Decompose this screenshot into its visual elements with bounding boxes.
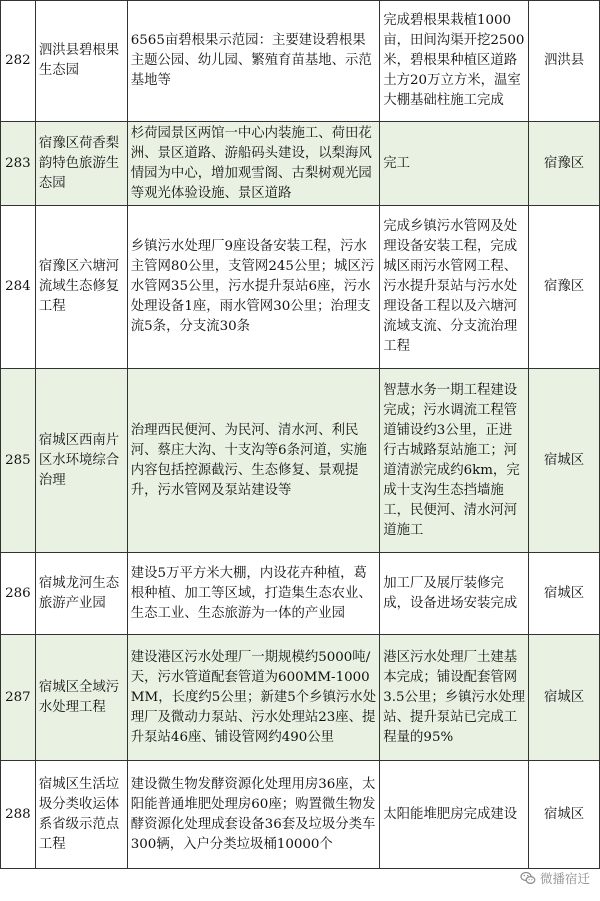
project-content: 建设港区污水处理厂一期规模约5000吨/天，污水管道配套管道为600MM-1000MM，长度约5公里；新建5个乡镇污水处理厂及微动力泵站、污水处理站23座、提升泵站46座、铺设管网约490公里: [127, 635, 379, 761]
project-progress: 港区污水处理厂土建基本完成；铺设配套管网3.5公里；乡镇污水处理站、提升泵站已完成工程量的95%: [380, 635, 529, 761]
wechat-icon: [520, 870, 536, 886]
project-region: 宿豫区: [529, 206, 600, 369]
project-name: 宿豫区荷香梨韵特色旅游生态园: [35, 122, 127, 206]
table-row: [1, 553, 600, 635]
project-region: 宿城区: [529, 635, 600, 761]
row-number: 283: [1, 122, 36, 206]
row-number: 287: [1, 635, 36, 761]
project-region: 宿城区: [529, 369, 600, 553]
watermark-text: 微播宿迁: [539, 871, 590, 886]
table-row: [1, 761, 600, 869]
project-content: 6565亩碧根果示范园：主要建设碧根果主题公园、幼儿园、繁殖育苗基地、示范基地等: [127, 1, 379, 122]
project-content: 乡镇污水处理厂9座设备安装工程，污水主管网80公里，支管网245公里；城区污水管网35公里，污水提升泵站6座，污水处理设备1座，雨水管网30公里；治理支流5条，分支流30条: [127, 206, 379, 369]
project-progress: 完成乡镇污水管网及处理设备安装工程，完成城区雨污水管网工程、污水提升泵站与污水处理设备工程以及六塘河流域支流、分支流治理工程: [380, 206, 529, 369]
project-progress: 完成碧根果栽植1000亩，田间沟渠开挖2500米，碧根果种植区道路土方20万立方米，温室大棚基础柱施工完成: [380, 1, 529, 122]
project-content: 杉荷园景区两馆一中心内装施工、荷田花洲、景区道路、游船码头建设，以梨海风情园为中心，增加观雪阁、古梨树观光园等观光体验设施、景区道路: [127, 122, 379, 206]
project-content: 建设微生物发酵资源化处理用房36座，太阳能普通堆肥处理房60座；购置微生物发酵资源化处理成套设备36套及垃圾分类车300辆，入户分类垃圾桶10000个: [127, 761, 379, 869]
project-region: 泗洪县: [529, 1, 600, 122]
project-name: 宿城龙河生态旅游产业园: [35, 553, 127, 635]
row-number: 284: [1, 206, 36, 369]
project-region: 宿城区: [529, 553, 600, 635]
project-name: 宿城区西南片区水环境综合治理: [35, 369, 127, 553]
row-number: 286: [1, 553, 36, 635]
project-progress: 完工: [380, 122, 529, 206]
table-row: [1, 635, 600, 761]
project-name: 宿城区全域污水处理工程: [35, 635, 127, 761]
project-content: 治理西民便河、为民河、清水河、利民河、蔡庄大沟、十支沟等6条河道，实施内容包括控源截污、生态修复、景观提升，污水管网及泵站建设等: [127, 369, 379, 553]
project-region: 宿豫区: [529, 122, 600, 206]
table-row: [1, 1, 600, 122]
project-name: 宿豫区六塘河流域生态修复工程: [35, 206, 127, 369]
project-progress: 智慧水务一期工程建设完成；污水调流工程管道铺设约3公里，正进行古城路泵站施工；河道清淤完成约6km，完成十支沟生态挡墙施工，民便河、清水河河道施工: [380, 369, 529, 553]
project-content: 建设5万平方米大棚，内设花卉种植，葛根种植、加工等区域，打造集生态农业、生态工业、生态旅游为一体的产业园: [127, 553, 379, 635]
watermark: [520, 869, 590, 887]
project-name: 宿城区生活垃圾分类收运体系省级示范点工程: [35, 761, 127, 869]
table-row: [1, 122, 600, 206]
project-progress: 太阳能堆肥房完成建设: [380, 761, 529, 869]
row-number: 282: [1, 1, 36, 122]
row-number: 288: [1, 761, 36, 869]
row-number: 285: [1, 369, 36, 553]
table-row: [1, 369, 600, 553]
project-progress: 加工厂及展厅装修完成，设备进场安装完成: [380, 553, 529, 635]
project-region: 宿城区: [529, 761, 600, 869]
project-name: 泗洪县碧根果生态园: [35, 1, 127, 122]
table-row: [1, 206, 600, 369]
